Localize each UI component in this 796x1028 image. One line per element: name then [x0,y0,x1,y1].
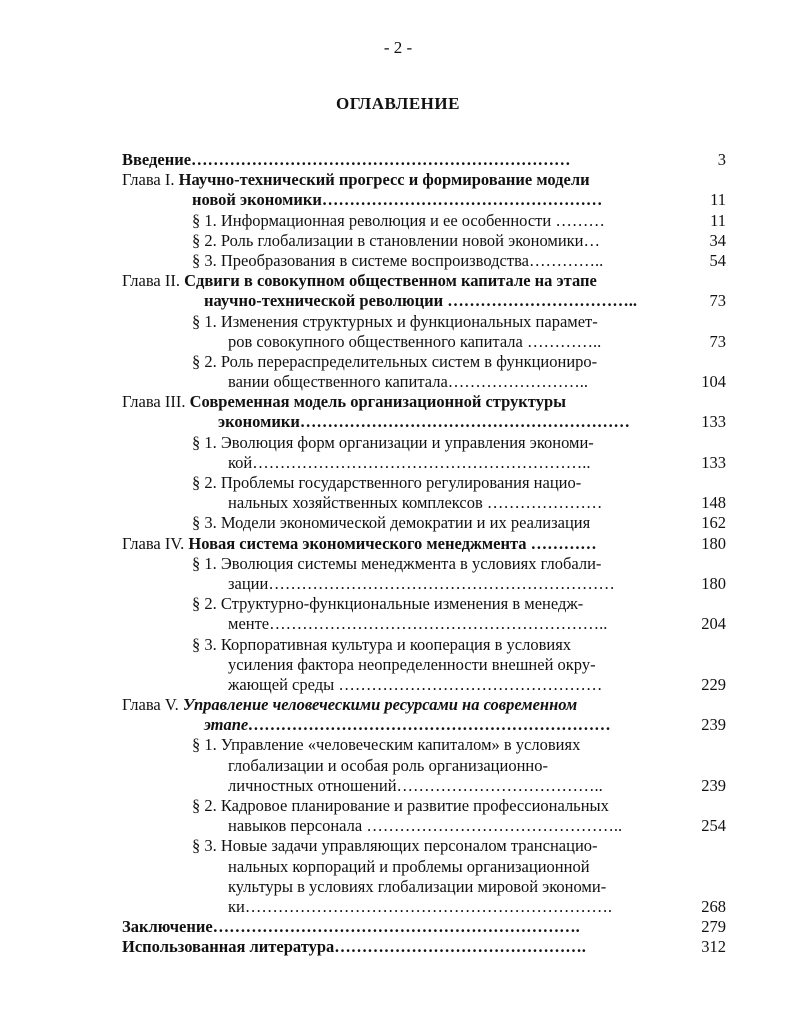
toc-page-number: 229 [701,674,726,694]
toc-entry-text: ки…………………………………………………………. [228,896,612,916]
toc-section-cont [122,614,726,634]
toc-entry-text: § 2. Проблемы государственного регулирования нацио- [192,473,582,492]
toc-entry-text: жающей среды ………………………………………… [228,674,603,694]
toc-entry-text: менте…………………………………………………….. [228,614,608,634]
toc-page-number: 180 [701,533,726,553]
table-of-contents [122,150,726,958]
toc-chapter-1-heading-cont [122,190,726,210]
toc-page-number: 254 [701,816,726,836]
toc-entry-text: § 3. Преобразования в системе воспроизводства………….. [192,250,604,270]
toc-section [122,473,726,493]
toc-entry-text: § 2. Роль перераспределительных систем в функциониро- [192,351,598,371]
toc-page-number: 239 [701,775,726,795]
toc-chapter-3-heading [122,392,726,412]
toc-entry-text: личностных отношений……………………………….. [228,775,603,795]
chapter-prefix: Глава II. [122,271,185,291]
toc-entry-text: Научно-технический прогресс и формирование модели [178,170,590,190]
toc-section-cont [122,675,726,695]
toc-entry-text: § 2. Структурно-функциональные изменения в менедж- [192,594,584,614]
toc-section [122,513,726,533]
toc-section [122,433,726,453]
toc-section [122,211,726,231]
toc-section [122,594,726,614]
toc-section-cont [122,756,726,776]
toc-chapter-2-heading-cont [122,291,726,311]
chapter-prefix: Глава I. [122,170,179,190]
toc-page-number: 204 [701,614,726,634]
toc-entry-text: глобализации и особая роль организационно- [228,755,548,775]
toc-section [122,836,726,856]
toc-entry-text: § 1. Изменения структурных и функциональных парамет- [192,311,598,331]
toc-entry-text: вании общественного капитала…………………….. [228,372,589,392]
toc-entry-text: § 2. Роль глобализации в становлении новой экономики… [192,230,601,250]
toc-section-cont [122,372,726,392]
toc-entry-conclusion [122,917,726,937]
toc-page-number: 312 [701,937,726,957]
toc-chapter-3-heading-cont [122,412,726,432]
toc-entry-text: культуры в условиях глобализации мировой экономи- [228,876,607,896]
toc-section-cont [122,453,726,473]
toc-entry-text: этапе………………………………………………………… [204,715,612,735]
toc-chapter-4-heading [122,534,726,554]
toc-entry-text: зации……………………………………………………… [228,573,615,593]
toc-entry-introduction [122,150,726,170]
toc-entry-text: нальных хозяйственных комплексов ………………… [228,493,603,513]
toc-entry-text: Сдвиги в совокупном общественном капитале на этапе [184,271,597,291]
toc-entry-text: § 1. Информационная революция и ее особенности ……… [192,210,605,230]
toc-section [122,251,726,271]
toc-page-number: 73 [709,291,726,311]
toc-entry-text: Заключение…………………………………………………………. [122,917,580,937]
toc-entry-text: новой экономики…………………………………………… [192,190,603,210]
toc-section [122,796,726,816]
toc-section-cont [122,877,726,897]
toc-section [122,735,726,755]
toc-section-cont [122,897,726,917]
toc-entry-text: Управление человеческими ресурсами на современном [182,695,578,715]
page-number: - 2 - [383,38,413,57]
toc-chapter-1-heading [122,170,726,190]
toc-entry-text: § 3. Модели экономической демократии и их реализация [192,513,591,533]
toc-section [122,231,726,251]
toc-section-cont [122,857,726,877]
toc-page-number: 104 [701,372,726,392]
toc-page-number: 162 [701,513,726,533]
toc-entry-text: § 1. Эволюция системы менеджмента в условиях глобали- [192,553,602,573]
chapter-prefix: Глава IV. [122,533,189,553]
toc-entry-text: Современная модель организационной структуры [189,392,567,412]
toc-page-number: 11 [710,190,726,210]
toc-page-number: 133 [701,412,726,432]
toc-page-number: 239 [701,715,726,735]
toc-entry-text: Новая система экономического менеджмента ………… [188,533,597,553]
toc-entry-text: кой…………………………………………………….. [228,452,591,472]
toc-entry-text: навыков персонала ……………………………………….. [228,816,623,836]
toc-entry-text: § 1. Эволюция форм организации и управления экономи- [192,432,594,452]
toc-entry-text: § 2. Кадровое планирование и развитие профессиональных [192,796,609,815]
toc-page-number: 73 [709,331,726,351]
toc-entry-text: экономики…………………………………………………… [218,412,630,432]
toc-entry-text: усиления фактора неопределенности внешней окру- [228,654,596,674]
toc-page-number: 148 [701,493,726,513]
toc-section-cont [122,655,726,675]
toc-entry-text: § 1. Управление «человеческим капиталом» в условиях [192,735,581,755]
toc-section [122,352,726,372]
toc-section-cont [122,493,726,513]
toc-entry-text: Введение…………………………………………………………… [122,150,571,169]
toc-section-cont [122,574,726,594]
toc-section [122,635,726,655]
toc-entry-references [122,937,726,957]
toc-chapter-5-heading [122,695,726,715]
toc-page-number: 180 [701,573,726,593]
toc-entry-text: нальных корпораций и проблемы организационной [228,856,590,876]
toc-section-cont [122,332,726,352]
toc-page-number: 279 [701,917,726,937]
toc-page-number: 268 [701,896,726,916]
chapter-prefix: Глава V. [122,695,183,715]
toc-entry-text: ров совокупного общественного капитала ………….. [228,331,602,351]
toc-section [122,312,726,332]
toc-title: ОГЛАВЛЕНИЕ [336,94,460,113]
toc-chapter-5-heading-cont [122,715,726,735]
toc-chapter-2-heading [122,271,726,291]
toc-entry-text: § 3. Новые задачи управляющих персоналом транснацио- [192,836,598,856]
toc-page-number: 133 [701,452,726,472]
chapter-prefix: Глава III. [122,392,190,412]
toc-section-cont [122,776,726,796]
toc-section-cont [122,816,726,836]
toc-page-number: 11 [710,210,726,230]
toc-page-number: 3 [717,150,726,169]
toc-entry-text: Использованная литература………………………………………. [122,937,586,957]
toc-entry-text: научно-технической революции …………………………….. [204,291,638,311]
toc-page-number: 34 [709,230,726,250]
toc-section [122,554,726,574]
toc-entry-text: § 3. Корпоративная культура и кооперация в условиях [192,634,572,654]
toc-page-number: 54 [709,250,726,270]
